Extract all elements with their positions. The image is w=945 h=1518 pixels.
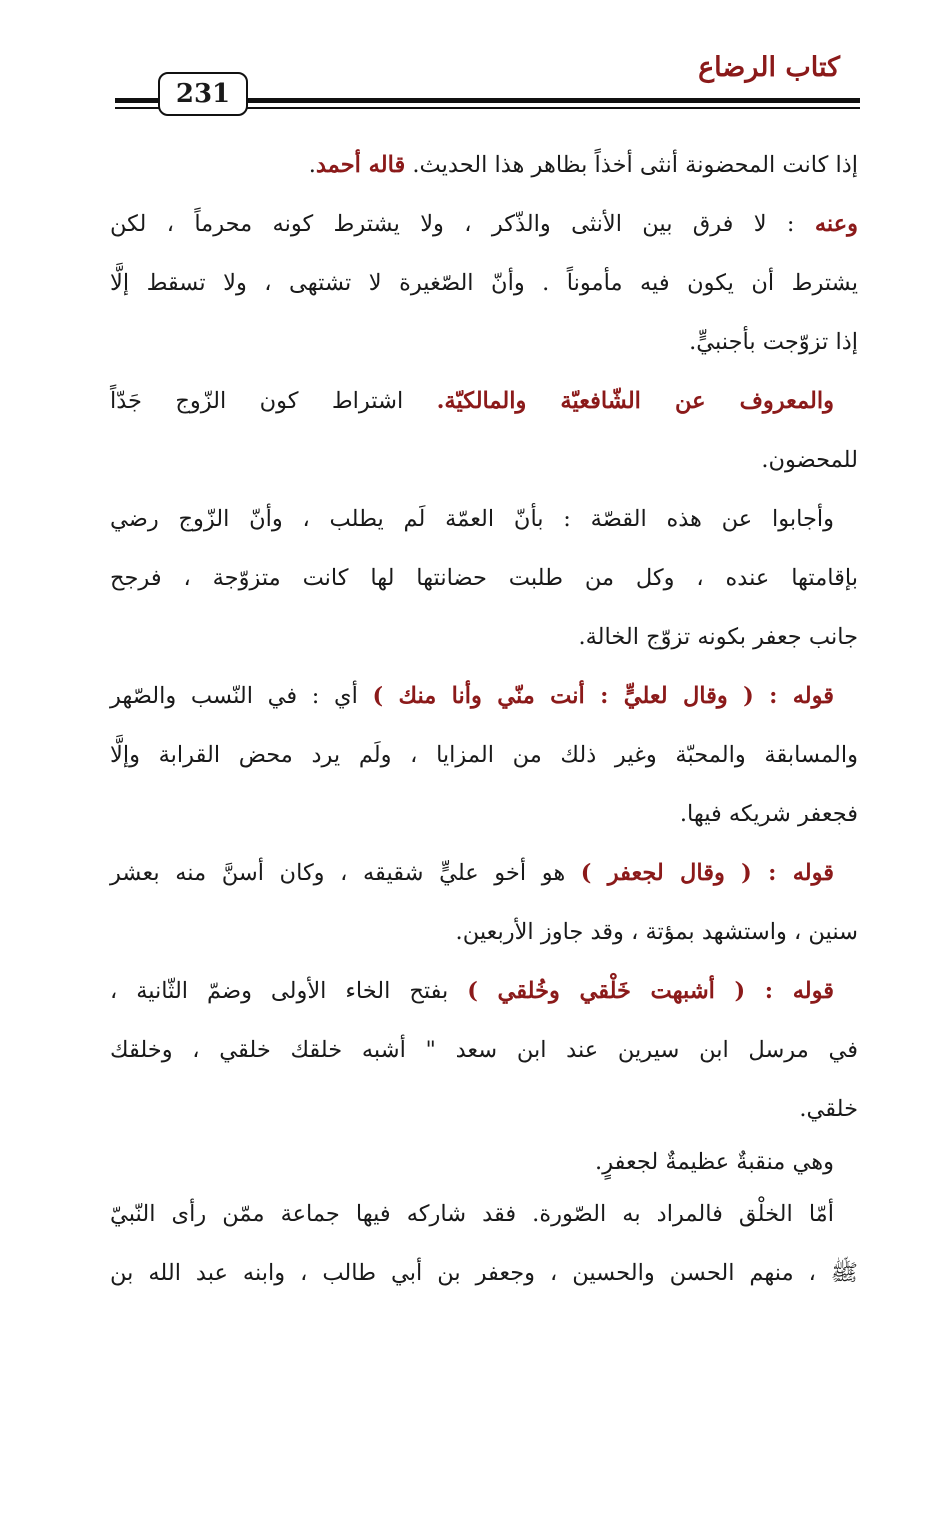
- text-line: في مرسل ابن سيرين عند ابن سعد " أشبه خلقك خلقي ، وخلقك: [110, 1037, 858, 1063]
- highlighted-run: قوله : ( وقال لعليٍّ : أنت منّي وأنا منك ): [372, 683, 834, 709]
- highlighted-run: قوله : ( أشبهت خَلْقي وخُلقي ): [467, 978, 834, 1004]
- book-title: كتاب الرضاع: [698, 52, 840, 83]
- text-line: [110, 136, 858, 195]
- text-line: سنين ، واستشهد بمؤتة ، وقد جاوز الأربعين.: [455, 919, 858, 945]
- highlighted-run: قاله أحمد: [315, 152, 406, 178]
- highlighted-run: وعنه: [814, 211, 858, 237]
- text-line: [110, 667, 858, 726]
- page-header: [0, 0, 945, 130]
- text-line: بإقامتها عنده ، وكل من طلبت حضانتها لها كانت متزوّجة ، فرجح: [110, 565, 858, 591]
- highlighted-run: والمعروف عن الشّافعيّة والمالكيّة.: [436, 388, 835, 414]
- text-line: خلقي.: [799, 1096, 858, 1122]
- highlighted-run: قوله : ( وقال لجعفر ): [580, 860, 834, 886]
- text-line: والمسابقة والمحبّة وغير ذلك من المزايا ، ولَم يرد محض القرابة وإلَّا: [110, 742, 858, 768]
- text-line: أمّا الخلْق فالمراد به الصّورة. فقد شاركه فيها جماعة ممّن رأى النّبيّ: [110, 1201, 834, 1227]
- text-line: فجعفر شريكه فيها.: [679, 801, 858, 827]
- text-line: [110, 372, 858, 431]
- text-line: يشترط أن يكون فيه مأموناً . وأنّ الصّغيرة لا تشتهى ، ولا تسقط إلَّا: [110, 270, 858, 296]
- page-body: [110, 136, 858, 1303]
- text-line: وهي منقبةٌ عظيمةٌ لجعفرٍ.: [595, 1149, 834, 1175]
- text-line: [110, 195, 858, 254]
- text-line: وأجابوا عن هذه القصّة : بأنّ العمّة لَم يطلب ، وأنّ الزّوج رضي: [110, 506, 834, 532]
- text-run: اشتراط كون الزّوج جَدّاً: [110, 388, 437, 414]
- text-line: إذا تزوّجت بأجنبيٍّ.: [689, 329, 858, 355]
- text-line: [110, 844, 858, 903]
- text-run: : لا فرق بين الأنثى والذّكر ، ولا يشترط كونه محرماً ، لكن: [110, 211, 815, 237]
- page-number: 231: [158, 72, 248, 116]
- text-run: أي : في النّسب والصّهر: [110, 683, 373, 709]
- text-line: ﷺ ، منهم الحسن والحسين ، وجعفر بن أبي طالب ، وابنه عبد الله بن: [110, 1260, 858, 1286]
- text-line: [110, 962, 858, 1021]
- text-run: بفتح الخاء الأولى وضمّ الثّانية ،: [110, 978, 468, 1004]
- text-run: .: [308, 152, 316, 178]
- text-line: للمحضون.: [761, 447, 858, 473]
- text-line: جانب جعفر بكونه تزوّج الخالة.: [578, 624, 858, 650]
- text-run: إذا كانت المحضونة أنثى أخذاً بظاهر هذا الحديث.: [405, 152, 858, 178]
- text-run: هو أخو عليٍّ شقيقه ، وكان أسنَّ منه بعشر: [110, 860, 581, 886]
